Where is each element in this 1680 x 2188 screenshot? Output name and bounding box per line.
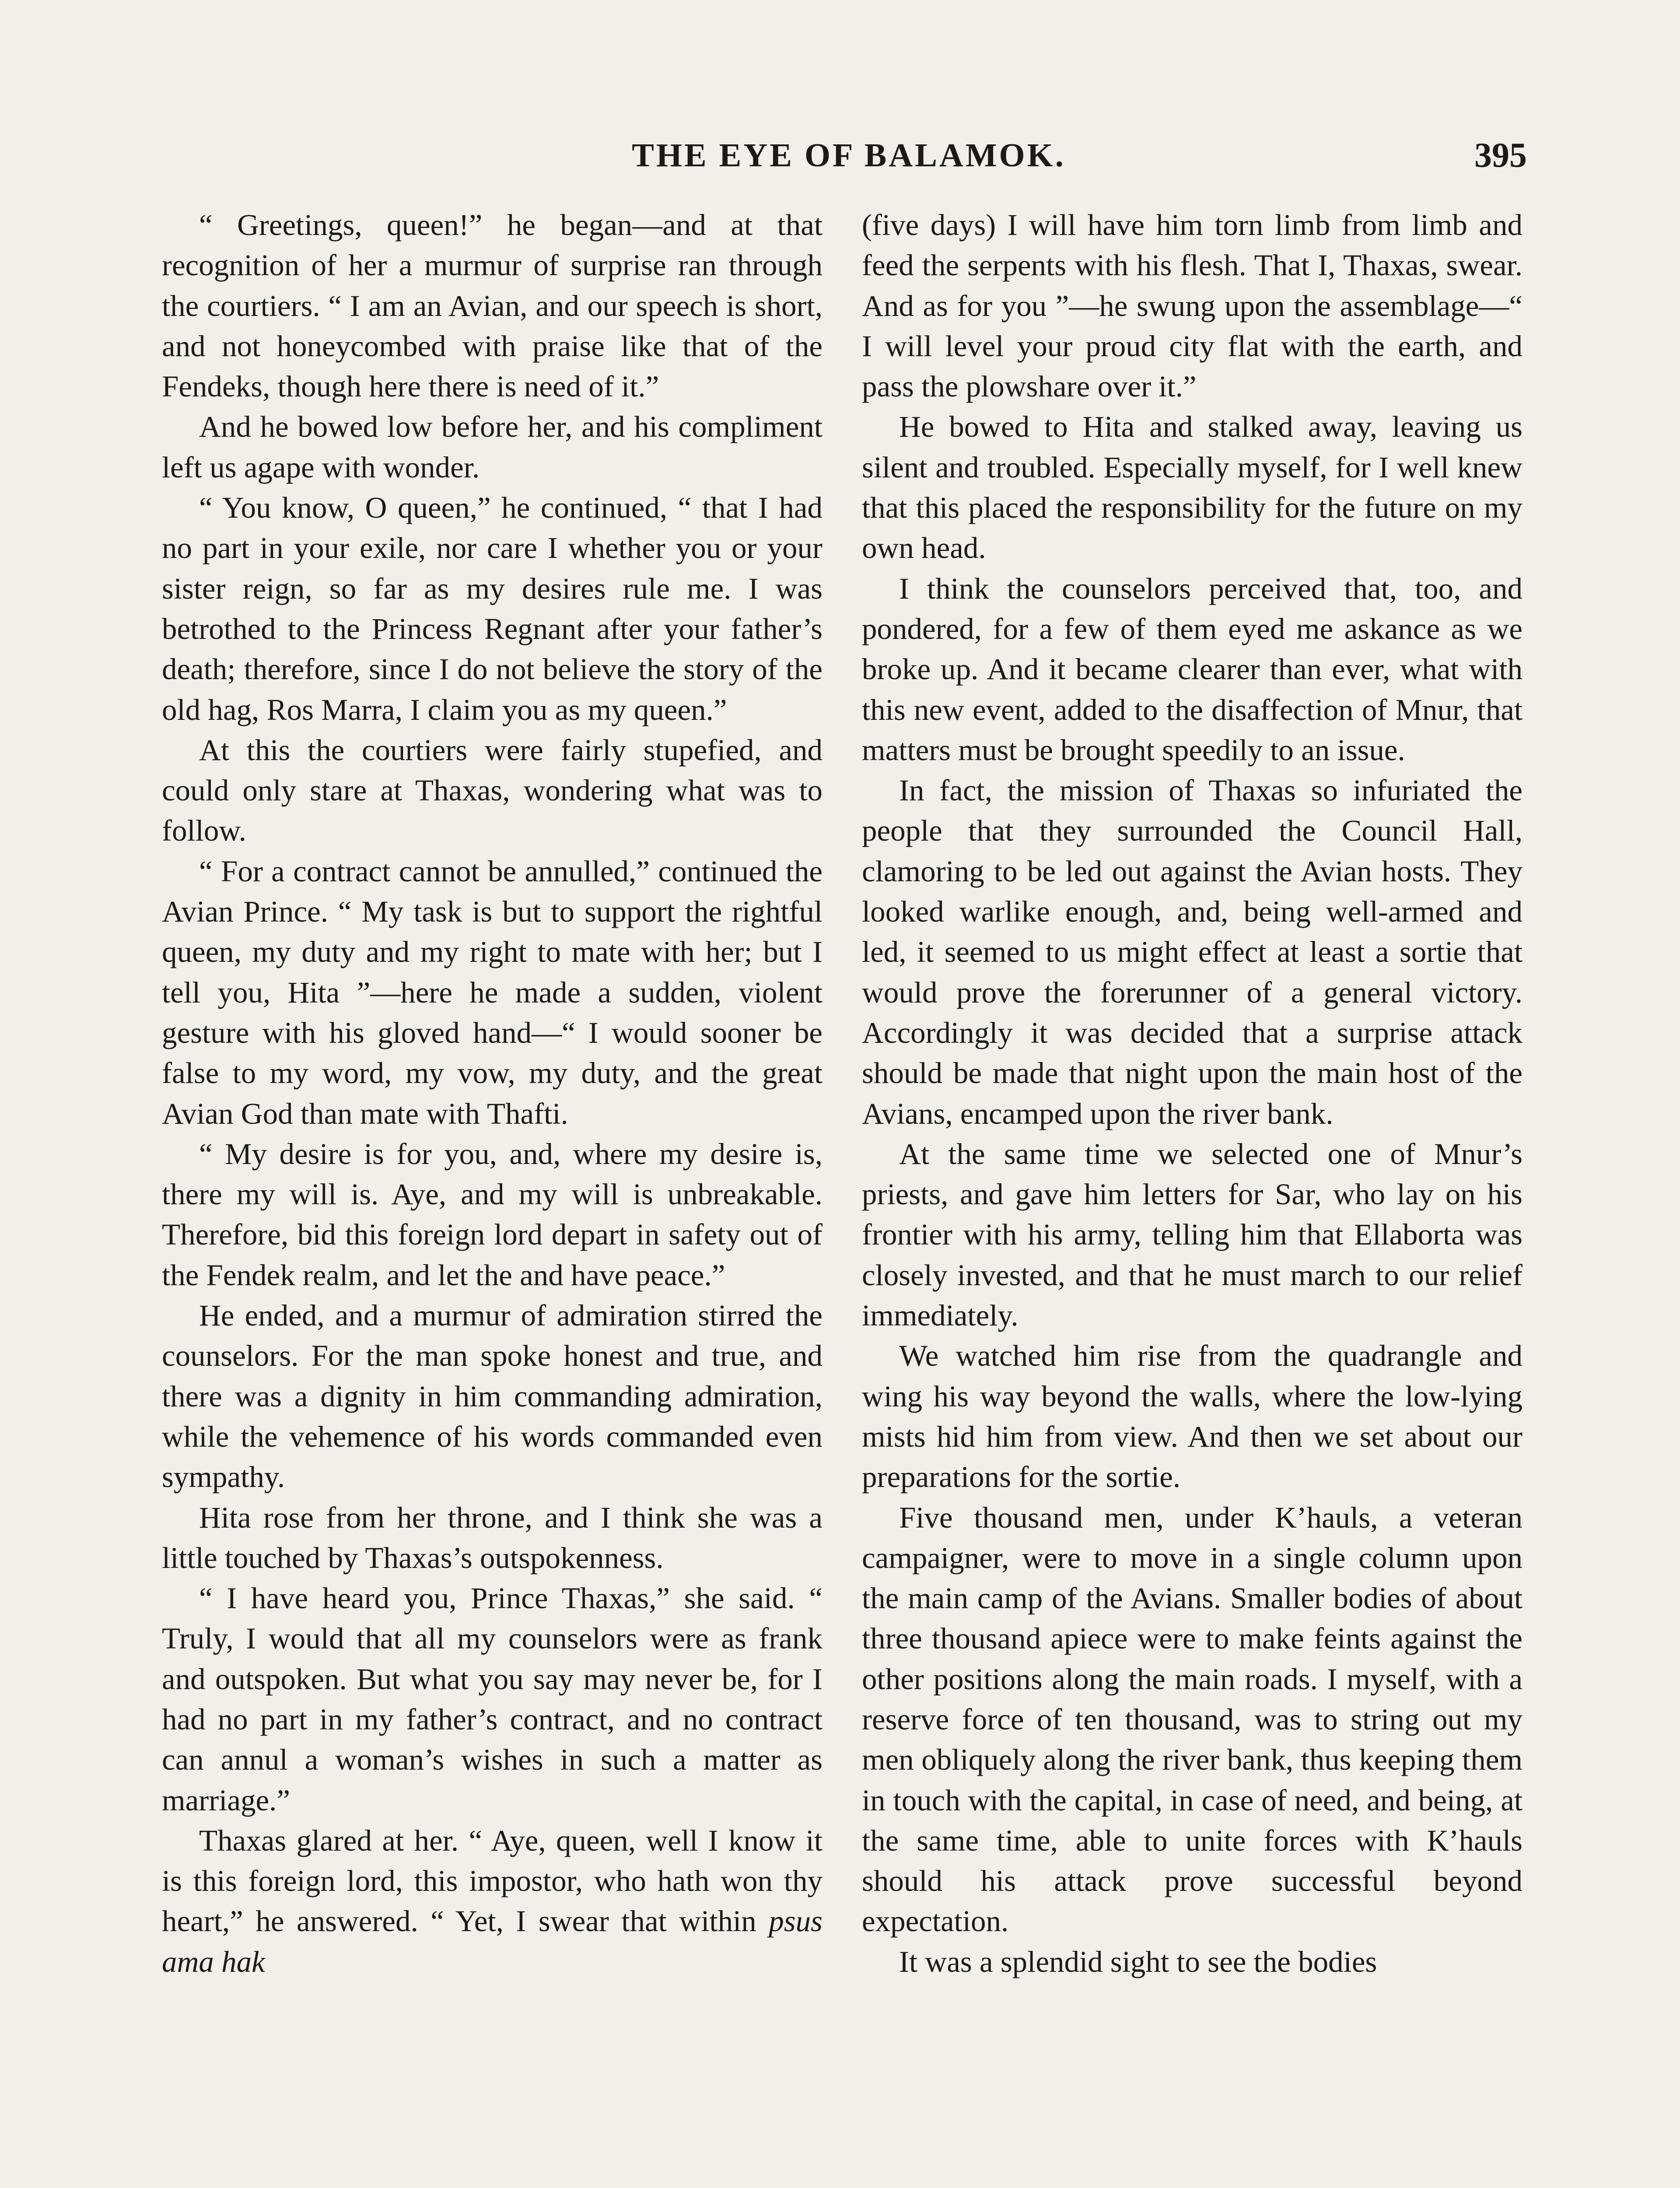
paragraph: In fact, the mission of Thaxas so infuriated the people that they surrounded the Council Hall, clamoring to be led out against the Avian hosts. They looked warlike enough, and, being well-armed and led, it seemed to us might effect at least a sortie that would prove the forerunner of a general victory. Accordingly it was decided that a surprise attack should be made that night upon the main host of the Avians, encamped upon the river bank. <box>862 774 1522 1130</box>
paragraph: “ I have heard you, Prince Thaxas,” she said. “ Truly, I would that all my counselors were as frank and outspoken. But what you say may never be, for I had no part in my father’s contract, and no contract can annul a woman’s wishes in such a matter as marriage.” <box>162 1581 822 1817</box>
paragraph: He ended, and a murmur of admiration stirred the counselors. For the man spoke honest and true, and there was a dignity in him commanding admiration, while the vehemence of his words commanded even sympathy. <box>162 1299 822 1494</box>
paragraph: “ For a contract cannot be annulled,” continued the Avian Prince. “ My task is but to support the rightful queen, my duty and my right to mate with her; but I tell you, Hita ”—here he made a sudden, violent gesture with his gloved hand—“ I would sooner be false to my word, my vow, my duty, and the great Avian God than mate with Thafti. <box>162 854 822 1130</box>
page-number: 395 <box>1474 136 1527 175</box>
italic-phrase: psus ama hak <box>162 1904 822 1978</box>
paragraph: “ You know, O queen,” he continued, “ that I had no part in your exile, nor care I whether you or your sister reign, so far as my desires rule me. I was betrothed to the Princess Regnant after your father’s death; therefore, since I do not believe the story of the old hag, Ros Marra, I claim you as my queen.” <box>162 491 822 726</box>
paragraph: At the same time we selected one of Mnur’s priests, and gave him letters for Sar, who lay on his frontier with his army, telling him that Ellaborta was closely invested, and that he must march to our relief immediately. <box>862 1137 1522 1332</box>
paragraph: “ My desire is for you, and, where my desire is, there my will is. Aye, and my will is unbreakable. Therefore, bid this foreign lord depart in safety out of the Fendek realm, and let the and have peace.” <box>162 1137 822 1292</box>
paragraph-text: Thaxas glared at her. “ Aye, queen, well I know it is this foreign lord, this impostor, who hath won thy heart,” he answered. “ Yet, I swear that within <box>162 1823 822 1938</box>
paragraph: At this the courtiers were fairly stupefied, and could only stare at Thaxas, wondering what was to follow. <box>162 733 822 848</box>
paragraph: And he bowed low before her, and his compliment left us agape with wonder. <box>162 410 822 484</box>
running-title: THE EYE OF BALAMOK. <box>632 137 1066 174</box>
paragraph-last <box>162 1820 822 1982</box>
paragraph-continued: (five days) I will have him torn limb from limb and feed the serpents with his flesh. That I, Thaxas, swear. And as for you ”—he swung upon the assemblage—“ I will level your proud city flat with the earth, and pass the plowshare over it.” <box>862 208 1522 403</box>
running-head <box>171 131 1527 179</box>
right-column <box>862 205 1522 2188</box>
left-column <box>162 205 822 2188</box>
paragraph: He bowed to Hita and stalked away, leaving us silent and troubled. Especially myself, for I well knew that this placed the responsibility for the future on my own head. <box>862 410 1522 565</box>
paragraph: We watched him rise from the quadrangle and wing his way beyond the walls, where the low-lying mists hid him from view. And then we set about our preparations for the sortie. <box>862 1339 1522 1494</box>
paragraph: “ Greetings, queen!” he began—and at that recognition of her a murmur of surprise ran through the courtiers. “ I am an Avian, and our speech is short, and not honeycombed with praise like that of the Fendeks, though here there is need of it.” <box>162 208 822 403</box>
paragraph: It was a splendid sight to see the bodies <box>899 1945 1377 1978</box>
paragraph: I think the counselors perceived that, too, and pondered, for a few of them eyed me askance as we broke up. And it became clearer than ever, what with this new event, added to the disaffection of Mnur, that matters must be brought speedily to an issue. <box>862 572 1522 767</box>
paragraph: Five thousand men, under K’hauls, a veteran campaigner, were to move in a single column upon the main camp of the Avians. Smaller bodies of about three thousand apiece were to make feints against the other positions along the main roads. I myself, with a reserve force of ten thousand, was to string out my men obliquely along the river bank, thus keeping them in touch with the capital, in case of need, and being, at the same time, able to unite forces with K’hauls should his attack prove successful beyond expectation. <box>862 1501 1522 1938</box>
paragraph: Hita rose from her throne, and I think she was a little touched by Thaxas’s outspokenness. <box>162 1501 822 1574</box>
